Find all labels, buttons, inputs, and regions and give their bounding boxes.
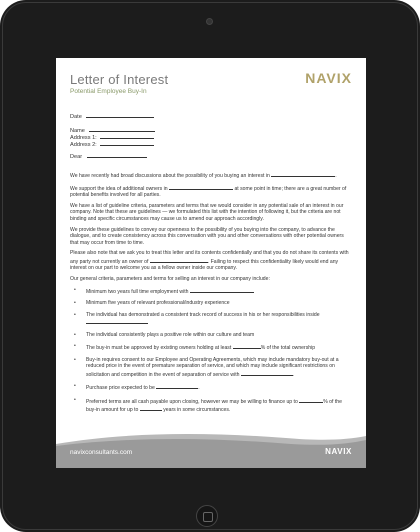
address1-label: Address 1: — [70, 135, 97, 141]
blank-line[interactable] — [299, 397, 323, 403]
list-item: • Buy-in requires consent to our Employee and Operating Agreements, which may include mandatory buy-out at a reduced price in the event of premature separation of service, and which may include significant restrictions on solicitation and competition in the event of separation of service with . — [86, 357, 352, 379]
paragraph: We support the idea of additional owners in at some point in time; there are a great number of potential benefits involved for all parties. — [70, 185, 347, 199]
camera-icon — [206, 18, 213, 25]
salutation-label: Dear — [70, 154, 83, 160]
paragraph: Our general criteria, parameters and terms for selling an interest in our company include: — [70, 275, 270, 282]
name-label: Name — [70, 128, 85, 134]
document-title: Letter of Interest — [70, 72, 169, 87]
blank-line[interactable] — [233, 343, 261, 349]
address2-field — [70, 140, 154, 148]
document-subtitle: Potential Employee Buy-In — [70, 88, 147, 95]
blank-line[interactable] — [169, 184, 233, 190]
paragraph: We have recently had broad discussions about the possibility of you buying an interest in . — [70, 173, 337, 179]
footer-logo: NAVIX — [325, 447, 352, 456]
salutation-line[interactable] — [87, 152, 147, 158]
list-item: • The individual consistently plays a positive role within our culture and team — [86, 332, 352, 339]
list-item: • Minimum five years of relevant professional/industry experience — [86, 300, 352, 307]
blank-line[interactable] — [271, 171, 335, 177]
paragraph: We have a list of guideline criteria, parameters and terms that we would consider in any potential sale of an interest in our company. Note that these are guidelines — we formulated this list with the intention of following it, but the criteria are not binding and specific circumstances may cause us to amend our approach accordingly. — [70, 202, 344, 222]
blank-line[interactable] — [241, 370, 293, 376]
navix-logo: NAVIX — [305, 70, 352, 86]
blank-line[interactable] — [156, 383, 198, 389]
date-line[interactable] — [86, 112, 154, 118]
letter-body — [70, 171, 352, 419]
name-line[interactable] — [89, 126, 155, 132]
list-item: • Minimum two years full time employment with — [86, 287, 352, 296]
list-item: • Preferred terms are all cash payable upon closing, however we may be willing to finance up to % of the buy-in amount for up to years in some circumstances. — [86, 397, 352, 414]
criteria-list — [70, 287, 352, 414]
blank-line[interactable] — [140, 405, 162, 411]
list-item: • The individual has demonstrated a consistent track record of success in his or her responsibilities inside — [86, 312, 352, 327]
list-item: • Purchase price expected to be . — [86, 383, 352, 392]
blank-line[interactable] — [86, 318, 148, 324]
address2-line[interactable] — [100, 140, 154, 146]
paragraph: We provide these guidelines to convey our openness to the possibility of you buying into the company, to advance the dialogue, and to create consistency across this conversation with you and other conversations with other potential owners that may occur from time to time. — [70, 226, 344, 246]
footer-url[interactable]: navixconsultants.com — [70, 449, 133, 456]
date-field — [70, 112, 154, 120]
address1-line[interactable] — [100, 133, 154, 139]
list-item: • The buy-in must be approved by existing owners holding at least % of the total ownership — [86, 343, 352, 352]
paragraph: Please also note that we ask you to treat this letter and its contents confidentially and that you do not share its contents with any party not currently an owner of . Failing to respect this confidentiality likely would end any interest on our part to welcome you as a fellow owner inside our company. — [70, 250, 349, 272]
salutation-field — [70, 152, 147, 160]
blank-line[interactable] — [190, 287, 254, 293]
document-page — [56, 58, 366, 468]
date-label: Date — [70, 114, 82, 120]
blank-line[interactable] — [150, 257, 208, 263]
home-button[interactable] — [196, 505, 218, 527]
address2-label: Address 2: — [70, 142, 97, 148]
